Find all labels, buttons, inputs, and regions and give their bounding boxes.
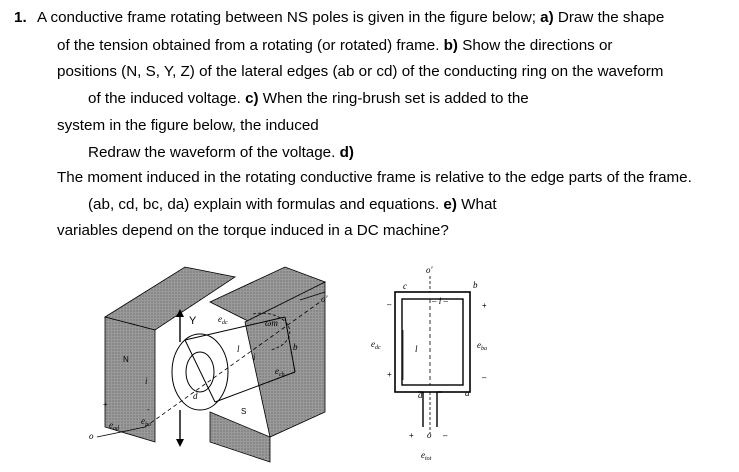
label-omega: ωm	[265, 318, 278, 328]
label-i: i	[253, 352, 256, 362]
label-ead: $e_{ad}$	[109, 420, 119, 432]
label-minus: -	[147, 405, 150, 414]
question-segment: positions (N, S, Y, Z) of the lateral edges (ab or cd) of the conducting ring on the waveform	[57, 63, 664, 80]
question-number: 1.	[14, 9, 27, 26]
question-line-6	[88, 144, 354, 162]
question-line-2	[57, 37, 613, 55]
question-line-1	[37, 9, 664, 27]
loop-label-eba: $e_{ba}$	[477, 340, 487, 352]
loop-label-etot: $e_{tot}$	[421, 450, 432, 462]
label-o-prime: o'	[321, 294, 328, 304]
question-segment: variables depend on the torque induced in a DC machine?	[57, 222, 449, 239]
label-i2: i	[145, 376, 148, 386]
loop-label-plus-bottom: +	[409, 431, 414, 440]
label-l: l	[237, 344, 240, 354]
label-s: S	[241, 407, 247, 416]
loop-label-b: b	[473, 280, 478, 290]
label-n: N	[123, 355, 129, 364]
question-segment: What	[456, 196, 497, 213]
label-d: d	[193, 391, 198, 401]
question-segment: of the induced voltage.	[88, 90, 246, 107]
loop-label-d: d	[418, 390, 423, 400]
question-segment: Draw the shape	[553, 9, 665, 26]
label-plus: +	[103, 400, 108, 409]
question-segment: A conductive frame rotating between NS poles is given in the figure below;	[37, 9, 541, 26]
question-line-7	[57, 169, 692, 187]
question-line-8	[88, 196, 497, 214]
label-b: b	[293, 342, 298, 352]
question-segment: Redraw the waveform of the voltage.	[88, 144, 340, 161]
loop-label-c: c	[403, 281, 407, 291]
question-segment: a)	[540, 9, 554, 26]
question-segment: d)	[339, 144, 354, 161]
question-segment: (ab, cd, bc, da) explain with formulas and equations.	[88, 196, 444, 213]
loop-label-minus-bottom: –	[443, 431, 448, 440]
loop-label-edc: $e_{dc}$	[371, 339, 381, 351]
loop-label-o-prime: o'	[426, 265, 433, 275]
loop-label-minus-left: –	[387, 300, 392, 309]
loop-label-plus-left: +	[387, 370, 392, 379]
loop-label-l: l	[415, 344, 418, 354]
label-o: o	[89, 431, 94, 441]
question-segment: The moment induced in the rotating conductive frame is relative to the edge parts of the frame.	[57, 169, 692, 186]
label-edc: $e_{dc}$	[218, 314, 228, 326]
loop-label-a: a	[465, 388, 470, 398]
question-segment: b)	[443, 37, 458, 54]
question-line-3	[57, 63, 663, 81]
question-segment: system in the figure below, the induced	[57, 117, 319, 134]
label-y: Y	[189, 315, 197, 327]
label-ecb: $e_{cb}$	[275, 366, 285, 378]
question-segment: c)	[245, 90, 259, 107]
loop-label-plus-right: +	[482, 301, 487, 310]
arrow-down-icon	[176, 439, 184, 447]
loop-label-minus-right: –	[482, 373, 487, 382]
label-eba: $e_{ba}$	[141, 416, 151, 428]
question-line-4	[88, 90, 529, 108]
question-line-5	[57, 117, 319, 135]
dc-machine-figure	[85, 262, 505, 467]
question-segment: Show the directions or	[458, 37, 613, 54]
question-segment: of the tension obtained from a rotating (or rotated) frame.	[57, 37, 444, 54]
loop-label-o: o	[427, 430, 432, 440]
question-line-9	[57, 222, 449, 240]
question-segment: When the ring-brush set is added to the	[258, 90, 529, 107]
question-segment: e)	[443, 196, 457, 213]
loop-label-current: – i –	[432, 296, 449, 306]
